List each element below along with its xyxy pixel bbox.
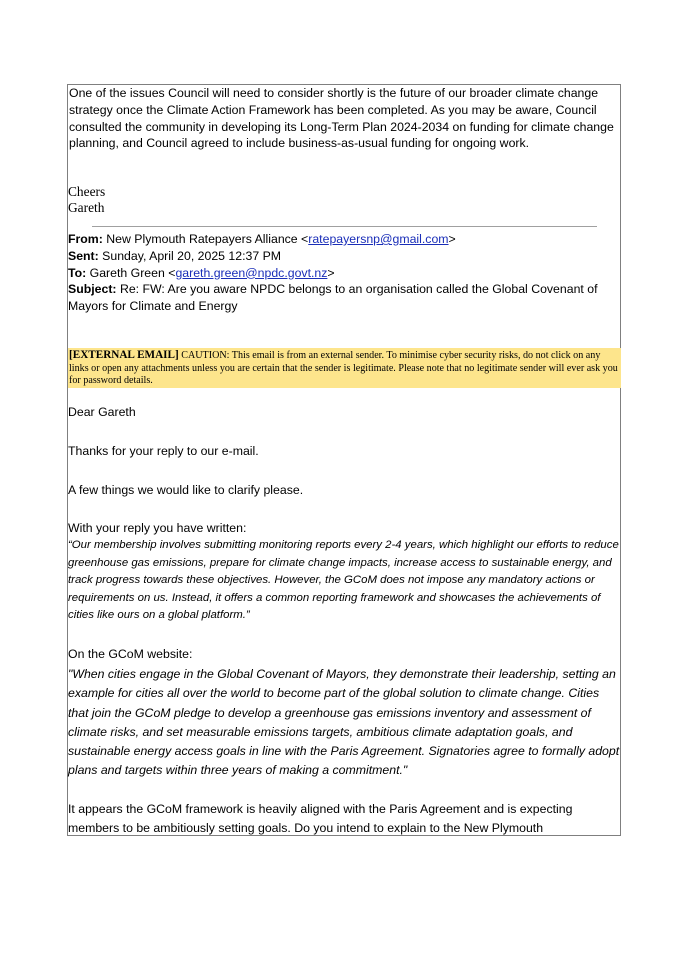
to-label: To: [68, 265, 87, 280]
external-email-tag: [EXTERNAL EMAIL] [69, 349, 179, 361]
external-email-caution: CAUTION: This email is from an external sender. To minimise cyber security risks, do not click on any links or open any attachments unless you are certain that the sender is legitimate. Please note that no legitimate sender will ever ask you for password details. [69, 350, 618, 387]
subject-row [68, 281, 620, 315]
from-name: New Plymouth Ratepayers Alliance < [106, 232, 309, 246]
website-lead: On the GCoM website: [68, 647, 193, 661]
signoff-cheers: Cheers [68, 184, 106, 199]
signoff-name: Gareth [68, 200, 105, 216]
from-label: From: [68, 232, 103, 246]
from-email-link[interactable]: ratepayersnp@gmail.com [308, 232, 449, 246]
to-row [68, 265, 620, 282]
from-close: > [448, 232, 456, 246]
sent-value: Sunday, April 20, 2025 12:37 PM [102, 248, 282, 263]
from-row [68, 231, 620, 248]
thanks-line: Thanks for your reply to our e-mail. [68, 444, 259, 458]
sent-row [68, 248, 620, 265]
sent-label: Sent: [68, 248, 99, 263]
subject-label: Subject: [68, 282, 117, 297]
reply-lead: With your reply you have written: [68, 521, 247, 535]
closing-paragraph: It appears the GCoM framework is heavily aligned with the Paris Agreement and is expecting members to be ambitiously setting goals. Do you intend to explain to the New Plymouth [68, 802, 573, 835]
email-headers [68, 231, 620, 315]
header-divider [92, 226, 597, 227]
signoff [68, 184, 620, 217]
to-close: > [327, 265, 335, 280]
clarify-line: A few things we would like to clarify please. [68, 483, 304, 497]
greeting: Dear Gareth [68, 405, 136, 419]
website-quote: "When cities engage in the Global Covenant of Mayors, they demonstrate their leadership, setting an example for cities all over the world to become part of the global solution to climate change. Cities that join the GCoM pledge to develop a greenhouse gas emissions inventory and assessment of climate risks, and set measurable emissions targets, ambitious climate adaptation goals, and sustainable energy access goals in line with the Paris Agreement. Signatories agree to formally adopt plans and targets within three years of making a commitment." [68, 667, 620, 778]
reply-quote: “Our membership involves submitting monitoring reports every 2-4 years, which highlight our efforts to reduce greenhouse gas emissions, prepare for climate change impacts, increase access to sustainable energy, and track progress towards these objectives. However, the GCoM does not impose any mandatory actions or requirements on us. Instead, it offers a common reporting framework and showcases the achievements of cities like ours on a global platform.” [68, 539, 619, 622]
to-email-link[interactable]: gareth.green@npdc.govt.nz [175, 265, 328, 280]
intro-paragraph: One of the issues Council will need to consider shortly is the future of our broader climate change strategy once the Climate Action Framework has been completed. As you may be aware, Council consulted the community in developing its Long-Term Plan 2024-2034 on funding for climate change planning, and Council agreed to include business-as-usual funding for ongoing work. [69, 86, 614, 151]
external-email-banner [68, 348, 621, 388]
subject-value: Re: FW: Are you aware NPDC belongs to an organisation called the Global Covenant of Mayors for Climate and Energy [68, 282, 598, 314]
to-name: Gareth Green < [89, 265, 176, 280]
